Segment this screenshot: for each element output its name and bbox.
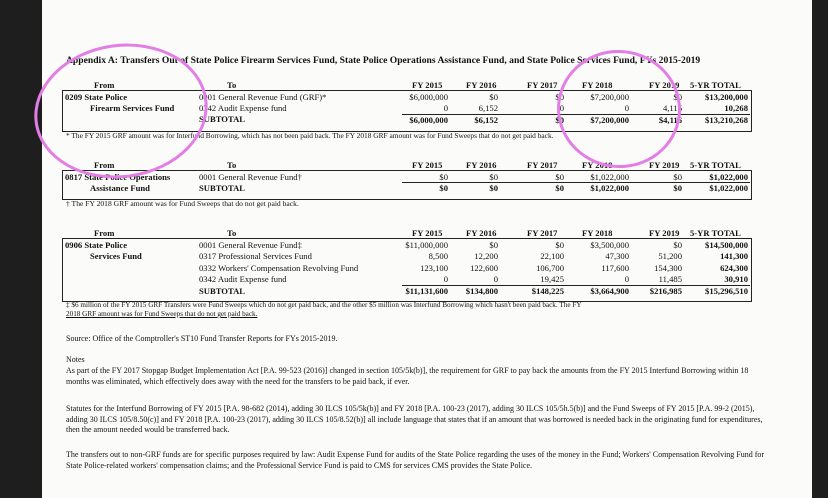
cell-value: 4,116 [662,103,682,113]
col-header-fy2016: FY 2016 [466,228,497,238]
row-to: 0342 Audit Expense fund [199,274,287,284]
cell-value: 123,100 [420,263,448,273]
fund-name: Firearm Services Fund [90,103,175,113]
col-header-from: From [94,80,115,90]
cell-value: $14,500,000 [705,240,748,250]
col-header-to: To [227,160,237,170]
cell-value: 30,910 [724,274,748,284]
cell-value: 8,500 [428,251,448,261]
cell-value: 12,200 [474,251,498,261]
cell-value: 0 [624,274,629,284]
fund-name: Services Fund [90,251,142,261]
subtotal-label: SUBTOTAL [199,286,246,296]
subtotal-value: $148,225 [531,286,564,296]
col-header-fy2019: FY 2019 [649,160,680,170]
cell-value: $0 [555,240,564,250]
col-header-fy2017: FY 2017 [527,160,558,170]
row-to: 0001 General Revenue Fund‡ [199,240,302,250]
col-header-fy2016: FY 2016 [466,160,497,170]
source-line: Source: Office of the Comptroller's ST10 Fund Transfer Reports for FYs 2015-2019. [66,334,338,343]
subtotal-value: $3,664,900 [590,286,629,296]
table-firearm-services-fund [62,80,798,144]
col-header-fy2017: FY 2017 [527,80,558,90]
cell-value: $0 [489,240,498,250]
subtotal-value: $13,210,268 [705,115,748,125]
col-header-fy2018: FY 2018 [582,228,613,238]
cell-value: $0 [489,172,498,182]
subtotal-value: $1,022,000 [590,183,629,193]
cell-value: $0 [439,172,448,182]
col-header-total: 5-YR TOTAL [690,228,741,238]
col-header-to: To [227,228,237,238]
subtotal-value: $4,116 [658,115,682,125]
cell-value: 10,268 [724,103,748,113]
cell-value: 47,300 [605,251,629,261]
cell-value: 106,700 [536,263,564,273]
row-to: 0332 Workers' Compensation Revolving Fund [199,263,359,273]
row-to: 0342 Audit Expense fund [199,103,287,113]
document-page [42,0,812,498]
cell-value: $3,500,000 [590,240,629,250]
table-state-police-services-fund [62,228,798,324]
cell-value: 0 [443,274,448,284]
note-paragraph: Statutes for the Interfund Borrowing of FY 2015 [P.A. 98-682 (2014), adding 30 ILCS 105/5k(b)] and FY 2018 [P.A. 100-23 (2017), adding 30 ILCS 105/5h.5(b)] and the Fund Sweeps of FY 2015 [P.A. 99-2 (2015), adding 30 ILCS 105/8.50(c)] and FY 2018 [P.A. 100-23 (2017), adding 30 ILCS 105/8.52(b)] all include language that states that if an amount that was borrowed is needed back in the originating fund for expenditures, then the amount needed would be transferred back. [66,404,763,434]
table-footnote: ‡ $6 million of the FY 2015 GRF Transfers were Fund Sweeps which do not get paid back, and the other $5 million was Interfund Borrowing which hasn't been paid back. The FY [66,301,582,309]
col-header-from: From [94,160,115,170]
cell-value: 51,200 [658,251,682,261]
cell-value: 117,600 [601,263,629,273]
subtotal-value: $0 [439,183,448,193]
cell-value: $0 [673,92,682,102]
subtotal-label: SUBTOTAL [199,114,246,124]
notes-heading: Notes [66,355,85,364]
table-footnote: 2018 GRF amount was for Fund Sweeps that do not get paid back. [66,310,258,318]
col-header-fy2017: FY 2017 [527,228,558,238]
subtotal-value: $216,985 [649,286,682,296]
col-header-fy2019: FY 2019 [649,228,680,238]
subtotal-value: $134,800 [465,286,498,296]
row-to: 0001 General Revenue Fund† [199,172,302,182]
subtotal-value: $1,022,000 [709,183,748,193]
cell-value: $0 [673,240,682,250]
cell-value: $11,000,000 [405,240,448,250]
cell-value: $1,022,000 [709,172,748,182]
col-header-total: 5-YR TOTAL [690,80,741,90]
col-header-fy2016: FY 2016 [466,80,497,90]
cell-value: $0 [555,172,564,182]
cell-value: 19,425 [540,274,564,284]
col-header-fy2018: FY 2018 [582,160,613,170]
row-to: 0001 General Revenue Fund (GRF)* [199,92,327,102]
cell-value: 0 [493,274,498,284]
cell-value: 6,152 [478,103,498,113]
page-title: Appendix A: Transfers Out of State Police Firearm Services Fund, State Police Operations Assistance Fund, and State Police Services Fund, FYs 2015-2019 [66,55,701,66]
cell-value: 22,100 [540,251,564,261]
subtotal-label: SUBTOTAL [199,183,246,193]
subtotal-value: $15,296,510 [705,286,748,296]
fund-code: 0209 State Police [65,92,128,102]
cell-value: $6,000,000 [409,92,448,102]
cell-value: $0 [673,172,682,182]
subtotal-value: $7,200,000 [590,115,629,125]
table-footnote: † The FY 2018 GRF amount was for Fund Sweeps that do not get paid back. [66,199,299,208]
col-header-to: To [227,80,237,90]
subtotal-value: $6,152 [474,115,498,125]
subtotal-value: $0 [555,183,564,193]
subtotal-value: $0 [555,115,564,125]
cell-value: 154,300 [654,263,682,273]
cell-value: 0 [443,103,448,113]
cell-value: 122,600 [470,263,498,273]
col-header-fy2015: FY 2015 [412,80,443,90]
row-to: 0317 Professional Services Fund [199,251,312,261]
cell-value: $0 [489,92,498,102]
table-footnote: * The FY 2015 GRF amount was for Interfund Borrowing, which has not been paid back. The FY 2018 GRF amount was for Fund Sweeps that do not get paid back. [66,131,554,140]
note-paragraph: The transfers out to non-GRF funds are for specific purposes required by law: Audit Expense Fund for audits of the State Police regarding the uses of the money in the Fund; Workers' Compensation Revolving Fund for State Police-related workers' compensation claims; and the Professional Service Fund is paid to CMS for services CMS provides the State Police. [66,450,765,470]
subtotal-value: $0 [489,183,498,193]
cell-value: $0 [555,92,564,102]
note-paragraph: As part of the FY 2017 Stopgap Budget Implementation Act [P.A. 99-523 (2016)] changed in section 105/5k(b)], the requirement for GRF to pay back the amounts from the FY 2015 Interfund Borrowing within 18 months was eliminated, which effectively does away with the need for the transfers to be paid back, if ever. [66,366,749,386]
fund-name: Assistance Fund [90,183,150,193]
col-header-fy2019: FY 2019 [649,80,680,90]
cell-value: 0 [559,103,564,113]
col-header-fy2015: FY 2015 [412,160,443,170]
cell-value: $13,200,000 [705,92,748,102]
cell-value: 0 [624,103,629,113]
fund-code: 0906 State Police [65,240,128,250]
col-header-fy2015: FY 2015 [412,228,443,238]
cell-value: $7,200,000 [590,92,629,102]
col-header-from: From [94,228,115,238]
table-operations-assistance-fund [62,160,798,210]
cell-value: 11,485 [658,274,682,284]
cell-value: $1,022,000 [590,172,629,182]
col-header-total: 5-YR TOTAL [690,160,741,170]
cell-value: 141,300 [720,251,748,261]
subtotal-value: $0 [673,183,682,193]
cell-value: 624,300 [720,263,748,273]
fund-code: 0817 State Police Operations [65,172,171,182]
col-header-fy2018: FY 2018 [582,80,613,90]
subtotal-value: $11,131,600 [405,286,448,296]
subtotal-value: $6,000,000 [409,115,448,125]
